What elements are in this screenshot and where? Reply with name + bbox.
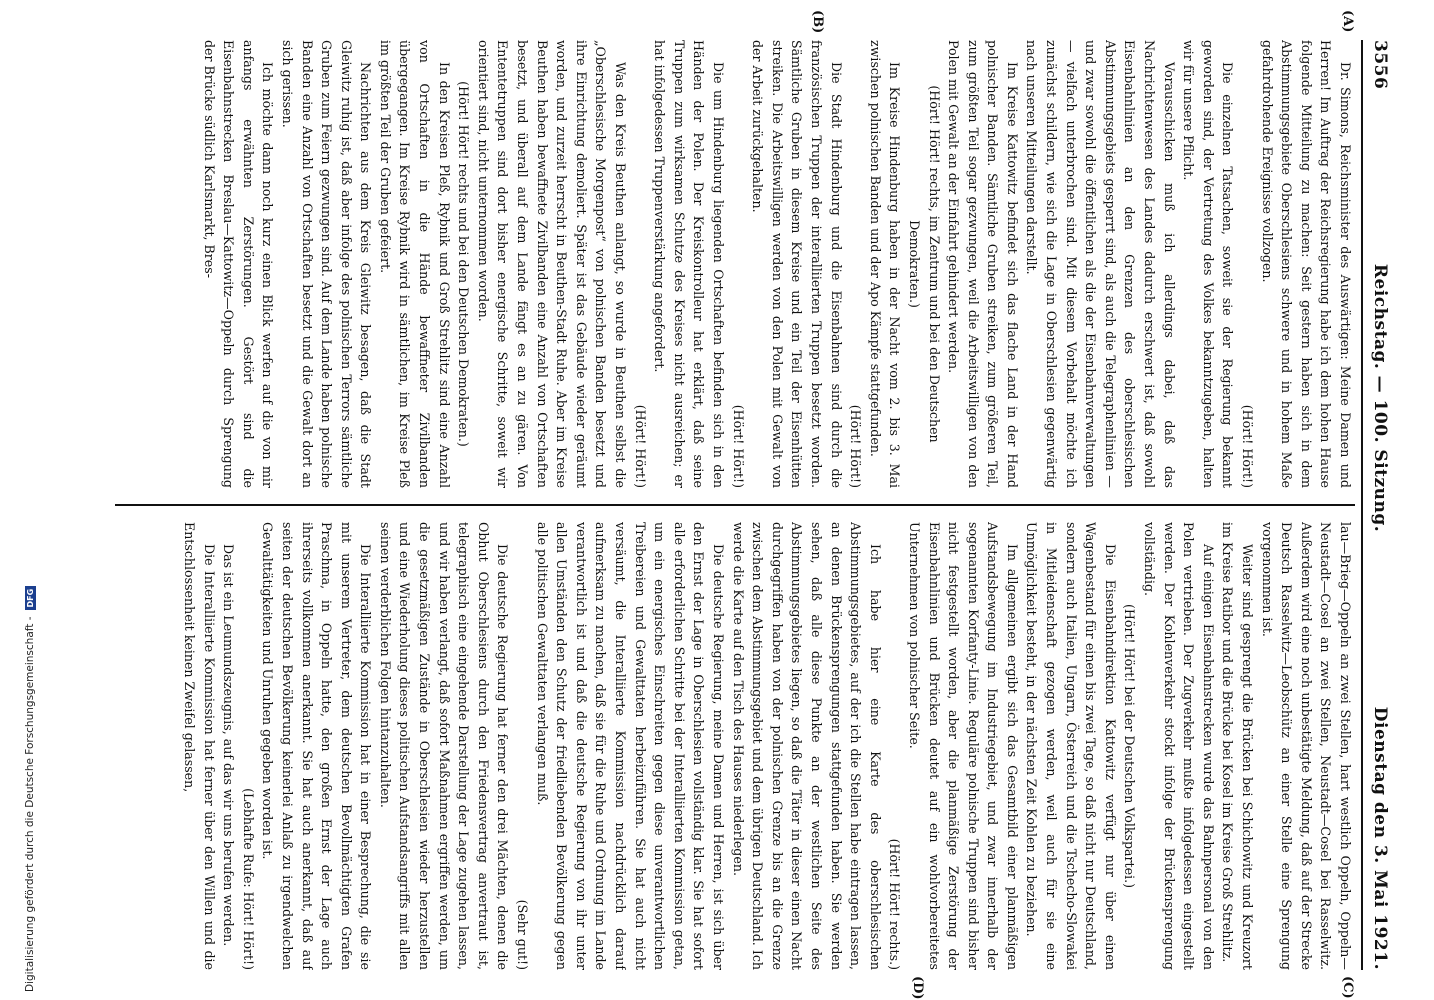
paragraph: Dr. Simons, Reichsminister des Auswärtigen: Meine Damen und Herren! Im Auftrag der Reichsregierung habe ich dem hohen Hause folgende Mitteilung zu machen: Seit gestern haben sich in dem Abstimmungsgebiete Oberschlesiens schwere und in hohem Maße gefahrdrohende Ereignisse vollzogen. — [1259, 40, 1353, 488]
page-number: 3556 — [1370, 40, 1390, 90]
margin-marker-b: (B) — [810, 10, 825, 34]
paragraph: Das ist ein Leumundszeugnis, auf das wir uns berufen werden. — [221, 544, 237, 947]
paragraph: Weiter sind gesprengt die Brücken bei Schichowitz und Kreuzort im Kreise Ratibor und die Brücke bei Kosel im Kreise Groß Strehlitz. — [1220, 522, 1256, 970]
right-column — [115, 522, 1355, 970]
interjection: (Hört! Hört!) — [848, 404, 864, 488]
paragraph: Die um Hindenburg liegenden Ortschaften befinden sich in den Händen der Polen. Der Kreiskontrolleur hat erklärt, daß seine Truppen zum wirksamen Schutze des Kreises nicht ausreichen; er hat infolgedessen Truppenverstärkung angefordert. — [652, 40, 726, 488]
interjection: (Lebhafte Rufe: Hört! Hört!) — [240, 788, 256, 970]
paragraph: Im Kreise Kattowitz befindet sich das flache Land in der Hand polnischer Banden. Sämtliche Gruben streiken, zum größeren Teil, zum größten Teil sogar gezwungen, weil die Arbeitswilligen von den Polen mit Gewalt an der Einfahrt gehindert werden. — [946, 40, 1020, 488]
interjection: (Hört! Hört! rechts, im Zentrum und bei den Deutschen Demokraten.) — [906, 85, 942, 443]
paragraph: Die Interalliierte Kommission hat ferner über den Willen und die Entschlossenheit keinen Zweifel gelassen, — [181, 522, 217, 970]
paragraph: lau—Brieg—Oppeln an zwei Stellen, hart westlich Oppeln, Oppeln—Neustadt—Cosel an zwei Stellen, Neustadt—Cosel bei Rasselwitz. Außerdem wird eine noch unbestätigte Meldung, daß auf der Strecke Deutsch Rasselwitz—Leobschütz an einer Stelle eine Sprengung vorgenommen ist. — [1259, 522, 1353, 970]
paragraph: Ich habe hier eine Karte des oberschlesischen Abstimmungsgebietes, auf der ich die Stellen habe eintragen lassen, an denen Brückensprengungen stattgefunden haben. Sie werden sehen, daß alle diese Punkte an der westlichen Seite des Abstimmungsgebietes liegen, so daß die Täter in dieser einen Nacht durchgegriffen haben von der polnischen Grenze bis an die Grenze zwischen dem Abstimmungsgebiet und dem übrigen Deutschland. Ich werde die Karte auf den Tisch des Hauses niederlegen. — [730, 522, 883, 970]
interjection: (Hört! Hört! rechts.) — [887, 838, 903, 970]
paragraph: Die Eisenbahndirektion Kattowitz verfügt nur über einen Wagenbestand für einen bis zwei Tage, so daß nicht nur Deutschland, sondern auch Italien, Ungarn, Österreich und die Tschecho-Slowakei in Mitleidenschaft gezogen werden, weil auch für sie eine Unmöglichkeit besteht, in der nächsten Zeit Kohlen zu beziehen. — [1024, 522, 1118, 970]
paragraph: Im Kreise Hindenburg haben in der Nacht vom 2. bis 3. Mai zwischen polnischen Banden und der Apo Kämpfe stattgefunden. — [867, 40, 903, 488]
dfg-logo: DFG — [25, 586, 36, 611]
paragraph: Auf einigen Eisenbahnstrecken wurde das Bahnpersonal von den Polen vertrieben. Der Zugverkehr mußte infolgedessen eingestellt werden. Der Kohlenverkehr stockt infolge der Brückensprengung vollständig. — [1142, 522, 1216, 970]
margin-marker-c: (C) — [1340, 976, 1355, 999]
session-date: Dienstag den 3. Mai 1921. — [1370, 706, 1390, 970]
interjection: (Hört! Hört! bei der Deutschen Volkspartei.) — [1122, 603, 1138, 889]
footer-credit: Digitalisierung gefördert durch die Deutsche Forschungsgemeinschaft - — [24, 616, 36, 992]
running-header — [1365, 40, 1395, 970]
paragraph: Die Stadt Hindenburg und die Eisenbahnen sind durch die französischen Truppen der interalliierten Truppen besetzt worden. Sämtliche Gruben in diesem Kreise und ein Teil der Eisenhütten streiken. Die Arbeitswilligen werden von den Polen mit Gewalt von der Arbeit zurückgehalten. — [750, 40, 844, 488]
paragraph: Die deutsche Regierung, meine Damen und Herren, ist sich über den Ernst der Lage in Oberschlesien vollständig klar. Sie hat sofort alle erforderlichen Schritte bei der Interalliierten Kommission getan, um ein energisches Einschreiten gegen diese unverantwortlichen Treibereien und Gewalttaten herbeizuführen. Sie hat auch nicht versäumt, die Interalliierte Kommission nachdrücklich darauf aufmerksam zu machen, daß sie für die Ruhe und Ordnung im Lande verantwortlich ist und daß die deutsche Regierung von ihr unter allen Umständen den Schutz der friedliebenden Bevölkerung gegen alle politischen Gewalttaten verlangen muß. — [534, 522, 726, 970]
session-title: Reichstag. — 100. Sitzung. — [1370, 263, 1390, 533]
left-column — [115, 40, 1355, 488]
header-rule — [1361, 40, 1363, 970]
interjection: (Sehr gut!) — [515, 899, 531, 970]
interjection: (Hört! Hört!) — [730, 404, 746, 488]
margin-marker-a: (A) — [1340, 10, 1355, 33]
paragraph: In den Kreisen Pleß, Rybnik und Groß Strehlitz sind eine Anzahl von Ortschaften in die Hände bewaffneter Zivilbanden übergegangen. Im Kreise Rybnik wird in sämtlichen, im Kreise Pleß im größten Teil der Gruben gefeiert. — [377, 40, 452, 488]
margin-marker-d: (D) — [910, 976, 925, 1000]
paragraph: Die Interalliierte Kommission hat in einer Besprechung, die sie mit unserem Vertreter, dem deutschen Bevollmächtigten Grafen Praschma, in Oppeln hatte, den großen Ernst der Lage auch ihrerseits vollkommen anerkannt. Sie hat auch anerkannt, daß auf seiten der deutschen Bevölkerung keinerlei Anlaß zu irgendwelchen Gewalttätigkeiten und Unruhen gegeben worden ist. — [260, 522, 374, 970]
digitization-footer — [4, 8, 36, 992]
footer-credit-line — [24, 8, 36, 992]
column-rule — [115, 504, 1355, 506]
paragraph: Vorausschicken muß ich allerdings dabei, daß das Nachrichtenwesen des Landes dadurch erschwert ist, daß sowohl Eisenbahnlinien an den Grenzen des oberschlesischen Abstimmungsgebiets gesperrt sind, als auch die Telegraphenlinien — und zwar sowohl die öffentlichen als die der Eisenbahnverwaltungen — vielfach unterbrochen sind. Mit diesem Vorbehalt möchte ich zunächst schildern, wie sich die Lage in Oberschlesien gegenwärtig nach unseren Mitteilungen darstellt. — [1024, 40, 1177, 488]
paragraph: Im allgemeinen ergibt sich das Gesamtbild einer planmäßigen Aufstandsbewegung im Industriegebiet, und zwar innerhalb der sogenannten Korfanty-Linie. Reguläre polnische Truppen sind bisher nicht festgestellt worden, aber die planmäßige Zerstörung der Eisenbahnlinien und Brücken deutet auf ein wohlvorbereitetes Unternehmen von polnischer Seite. — [906, 522, 1020, 970]
interjection: (Hört! Hört!) — [632, 404, 648, 488]
paragraph: Die einzelnen Tatsachen, soweit sie der Regierung bekannt geworden sind, der Vertretung des Volkes bekanntzugeben, halten wir für unsere Pflicht. — [1181, 40, 1236, 488]
paragraph: Was den Kreis Beuthen anlangt, so wurde in Beuthen selbst die „Oberschlesische Morgenpost“ von polnischen Banden besetzt und ihre Einrichtung demoliert. Später ist das Gebäude wieder geräumt worden, und zurzeit herrscht in Beuthen-Stadt Ruhe. Aber im Kreise Beuthen haben bewaffnete Zivilbanden eine Anzahl von Ortschaften besetzt, und überall auf dem Lande fängt es an zu gären. Von Ententetruppen sind dort bisher energische Schritte, soweit wir orientiert sind, nicht unternommen worden. — [475, 40, 629, 488]
paragraph: Nachrichten aus dem Kreis Gleiwitz besagen, daß die Stadt Gleiwitz ruhig ist, daß aber infolge des polnischen Terrors sämtliche Gruben zum Feiern gezwungen sind. Auf dem Lande haben polnische Banden eine Anzahl von Ortschaften besetzt und die Gewalt dort an sich gerissen. — [279, 40, 374, 488]
interjection: (Hört! Hört! rechts und bei den Deutschen Demokraten.) — [456, 81, 472, 447]
rotated-page-frame — [65, 10, 1395, 1000]
interjection: (Hört! Hört!) — [1240, 404, 1256, 488]
paragraph: Die deutsche Regierung hat ferner den drei Mächten, denen die Obhut Oberschlesiens durch den Friedensvertrag anvertraut ist, telegraphisch eine eingehende Darstellung der Lage zugehen lassen, und wir haben verlangt, daß sofort Maßnahmen ergriffen werden, um die gesetzmäßigen Zustände in Oberschlesien wieder herzustellen und eine Wiederholung dieses politischen Aufstandsangriffs mit allen seinen verderblichen Folgen hintanzuhalten. — [377, 522, 511, 970]
paragraph: Ich möchte dann noch kurz einen Blick werfen auf die von mir anfangs erwähnten Zerstörungen. Gestört sind die Eisenbahnstrecken Breslau—Kattowitz—Oppeln durch Sprengung der Brücke südlich Karlsmarkt, Bres- — [201, 40, 276, 488]
